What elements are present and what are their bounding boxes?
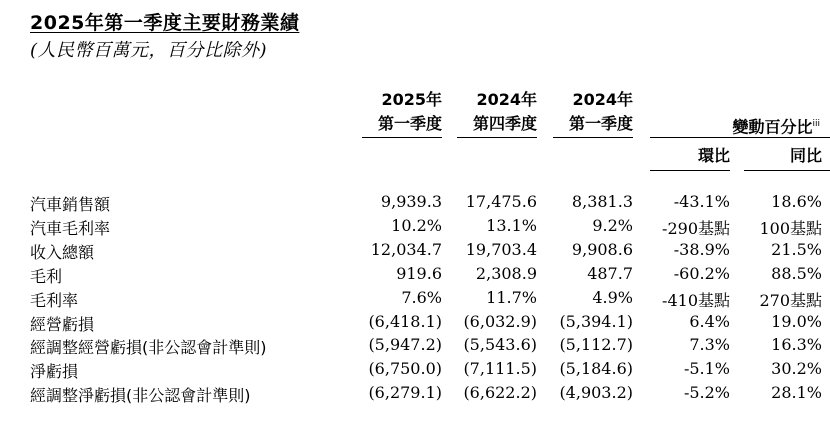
value-q1-2024: 4.9%: [592, 288, 633, 307]
change-yoy: 16.3%: [771, 335, 822, 354]
header-underline: [744, 170, 830, 171]
change-qoq: 6.4%: [689, 312, 730, 331]
header-underline: [650, 170, 730, 171]
value-q1-2025: 9,939.3: [380, 192, 442, 211]
value-q1-2025: (6,750.0): [368, 359, 442, 378]
col-header-q1-2025: [378, 88, 442, 136]
change-qoq: -5.2%: [683, 383, 730, 402]
col-header-q4-2024: [473, 88, 537, 136]
col-header-year: 2025年: [381, 90, 442, 109]
col-header-year: 2024年: [476, 90, 537, 109]
row-label: 經調整淨虧損(非公認會計準則): [30, 386, 251, 405]
row-label: 經營虧損: [30, 315, 95, 334]
change-qoq: -60.2%: [673, 264, 730, 283]
row-label: 毛利率: [30, 291, 79, 310]
col-header-quarter: 第一季度: [377, 114, 442, 133]
header-underline: [553, 137, 633, 138]
change-qoq: -38.9%: [673, 240, 730, 259]
row-label: 毛利: [30, 267, 63, 286]
header-underline: [362, 137, 442, 138]
row-label: 汽車毛利率: [30, 219, 111, 238]
value-q1-2024: (5,394.1): [559, 312, 633, 331]
change-yoy: 28.1%: [771, 383, 822, 402]
col-header-quarter: 第一季度: [568, 114, 633, 133]
row-label: 淨虧損: [30, 362, 79, 381]
row-label: 經調整經營虧損(非公認會計準則): [30, 338, 267, 357]
row-label: 汽車銷售額: [30, 195, 111, 214]
value-q1-2025: 7.6%: [401, 288, 442, 307]
change-qoq: 7.3%: [689, 335, 730, 354]
value-q1-2024: 487.7: [587, 264, 633, 283]
change-qoq: -410基點: [662, 291, 730, 310]
change-qoq: -43.1%: [673, 192, 730, 211]
change-subheader-qoq: 環比: [697, 146, 730, 165]
value-q1-2025: 10.2%: [391, 216, 442, 235]
value-q4-2024: 2,308.9: [475, 264, 537, 283]
value-q1-2025: (6,418.1): [368, 312, 442, 331]
units-note: (人民幣百萬元，百分比除外): [30, 40, 268, 61]
value-q1-2024: 9.2%: [592, 216, 633, 235]
col-header-q1-2024: [569, 88, 633, 136]
change-header: [732, 112, 820, 139]
change-yoy: 100基點: [759, 219, 822, 238]
change-yoy: 18.6%: [771, 192, 822, 211]
change-qoq: -290基點: [662, 219, 730, 238]
row-label: 收入總額: [30, 243, 95, 262]
value-q4-2024: (5,543.6): [463, 335, 537, 354]
value-q1-2025: (6,279.1): [368, 383, 442, 402]
value-q4-2024: 11.7%: [486, 288, 537, 307]
change-yoy: 30.2%: [771, 359, 822, 378]
change-header-label: 變動百分比: [732, 117, 813, 137]
value-q4-2024: 19,703.4: [465, 240, 537, 259]
report-title: 2025年第一季度主要財務業績: [30, 12, 300, 34]
col-header-quarter: 第四季度: [472, 114, 537, 133]
value-q1-2025: 919.6: [396, 264, 442, 283]
value-q4-2024: (6,032.9): [463, 312, 537, 331]
header-underline: [650, 137, 830, 138]
change-yoy: 21.5%: [771, 240, 822, 259]
change-yoy: 88.5%: [771, 264, 822, 283]
header-underline: [457, 137, 537, 138]
change-subheader-yoy: 同比: [789, 146, 822, 165]
value-q4-2024: (7,111.5): [463, 359, 537, 378]
value-q4-2024: (6,622.2): [463, 383, 537, 402]
change-yoy: 19.0%: [771, 312, 822, 331]
change-qoq: -5.1%: [683, 359, 730, 378]
value-q1-2024: 8,381.3: [571, 192, 633, 211]
value-q1-2025: 12,034.7: [370, 240, 442, 259]
value-q1-2024: 9,908.6: [571, 240, 633, 259]
value-q1-2024: (4,903.2): [559, 383, 633, 402]
footnote-marker: iii: [812, 119, 820, 129]
value-q4-2024: 17,475.6: [465, 192, 537, 211]
value-q1-2024: (5,112.7): [559, 335, 633, 354]
col-header-year: 2024年: [572, 90, 633, 109]
value-q4-2024: 13.1%: [486, 216, 537, 235]
value-q1-2025: (5,947.2): [368, 335, 442, 354]
change-yoy: 270基點: [759, 291, 822, 310]
value-q1-2024: (5,184.6): [559, 359, 633, 378]
